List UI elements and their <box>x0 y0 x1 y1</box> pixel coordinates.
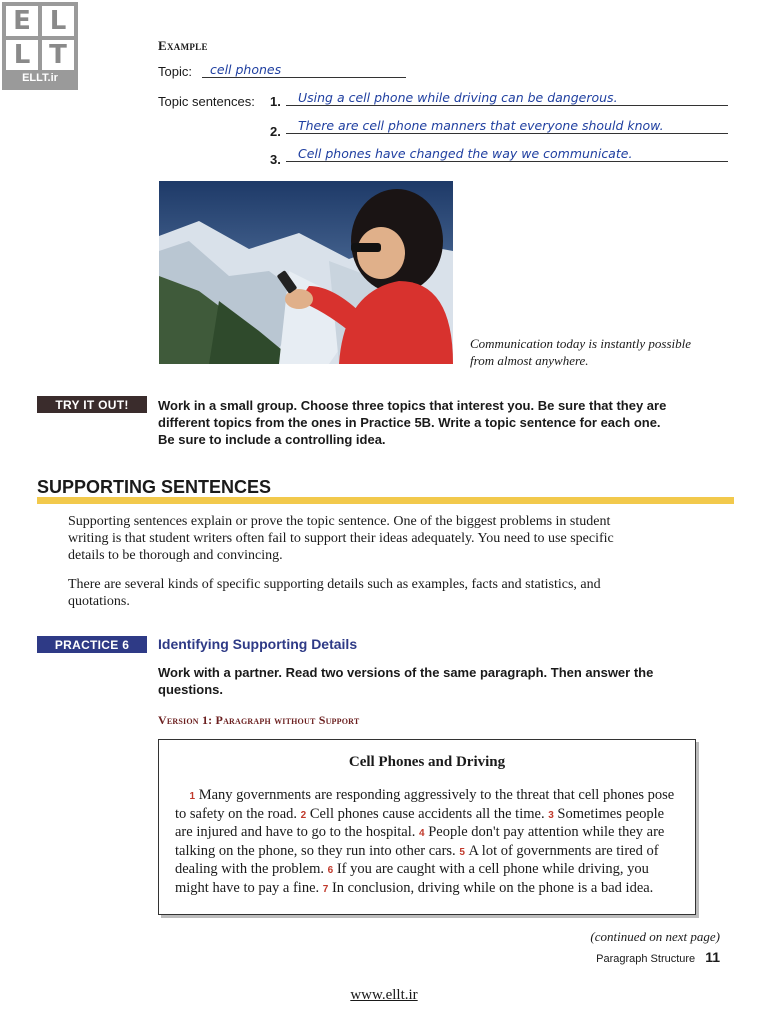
logo-letter: T <box>42 40 74 70</box>
photo-caption: Communication today is instantly possible from almost anywhere. <box>470 336 691 368</box>
sentence-number: 3 <box>548 809 554 821</box>
topic-sentences-label: Topic sentences: <box>158 94 255 109</box>
sentence-number: 1. <box>270 94 281 109</box>
try-it-out-text: Work in a small group. Choose three topics that interest you. Be sure that they are different topics from the ones in Practice 5B. Write a topic sentence for each one. Be sure to include a controlling idea. <box>158 398 667 447</box>
sentence-number: 2. <box>270 124 281 139</box>
version-label: Version 1: Paragraph without Support <box>158 713 360 727</box>
sentence-number: 3. <box>270 152 281 167</box>
photo-woman-with-phone <box>159 181 453 364</box>
practice-instruction: Work with a partner. Read two versions of the same paragraph. Then answer the questions. <box>158 665 654 697</box>
box-sentence: Cell phones cause accidents all the time. <box>309 805 545 822</box>
topic-label: Topic: <box>158 64 192 79</box>
practice-title: Identifying Supporting Details <box>158 636 358 652</box>
logo-letter: L <box>42 6 74 36</box>
box-sentence: A lot of governments are tired of dealing with the problem. <box>175 842 659 877</box>
page-footer <box>520 949 720 965</box>
box-sentence: Many governments are responding aggressively to the threat that cell phones pose to safety on the road. <box>175 787 675 822</box>
site-link[interactable]: www.ellt.ir <box>350 987 418 1003</box>
try-it-out-tag: TRY IT OUT! <box>37 396 147 413</box>
sentence-number: 1 <box>189 791 196 802</box>
paragraph-box <box>158 739 696 915</box>
logo-caption: ELLT.ir <box>22 72 58 84</box>
sentence-number: 5 <box>459 846 465 858</box>
topic-sentence: Using a cell phone while driving can be dangerous. <box>286 90 728 106</box>
topic-sentence: There are cell phone manners that everyone should know. <box>286 118 728 134</box>
body-paragraph: There are several kinds of specific supporting details such as examples, facts and statistics, and quotations. <box>68 577 601 609</box>
box-sentence: People don't pay attention while they are talking on the phone, so they run into other cars. <box>175 824 665 859</box>
box-title: Cell Phones and Driving <box>348 754 506 770</box>
section-underline <box>37 497 734 504</box>
sentence-number: 6 <box>327 865 334 876</box>
practice-tag: PRACTICE 6 <box>37 636 147 653</box>
footer-section-name: Paragraph Structure <box>596 953 696 965</box>
sentence-number: 7 <box>322 883 329 895</box>
site-logo <box>2 2 78 90</box>
sentence-number: 2 <box>300 809 307 821</box>
logo-letter: E <box>6 6 38 36</box>
topic-sentence: Cell phones have changed the way we communicate. <box>286 146 728 162</box>
box-paragraph <box>175 787 681 898</box>
example-heading: Example <box>158 38 208 53</box>
box-sentence: If you are caught with a cell phone while driving, you might have to pay a fine. <box>175 861 649 896</box>
logo-letter: L <box>6 40 38 70</box>
section-title: SUPPORTING SENTENCES <box>37 477 272 497</box>
continued-note: (continued on next page) <box>590 929 720 944</box>
page-number: 11 <box>705 949 720 965</box>
box-sentence: In conclusion, driving while on the phone is a bad idea. <box>331 879 654 896</box>
sentence-number: 4 <box>419 828 425 839</box>
body-paragraph: Supporting sentences explain or prove the topic sentence. One of the biggest problems in student writing is that student writers often fail to support their ideas adequately. You need to use specific details to be thorough and convincing. <box>68 514 614 563</box>
box-sentence: Sometimes people are injured and have to go to the hospital. <box>175 805 665 840</box>
topic-value: cell phones <box>202 62 406 78</box>
